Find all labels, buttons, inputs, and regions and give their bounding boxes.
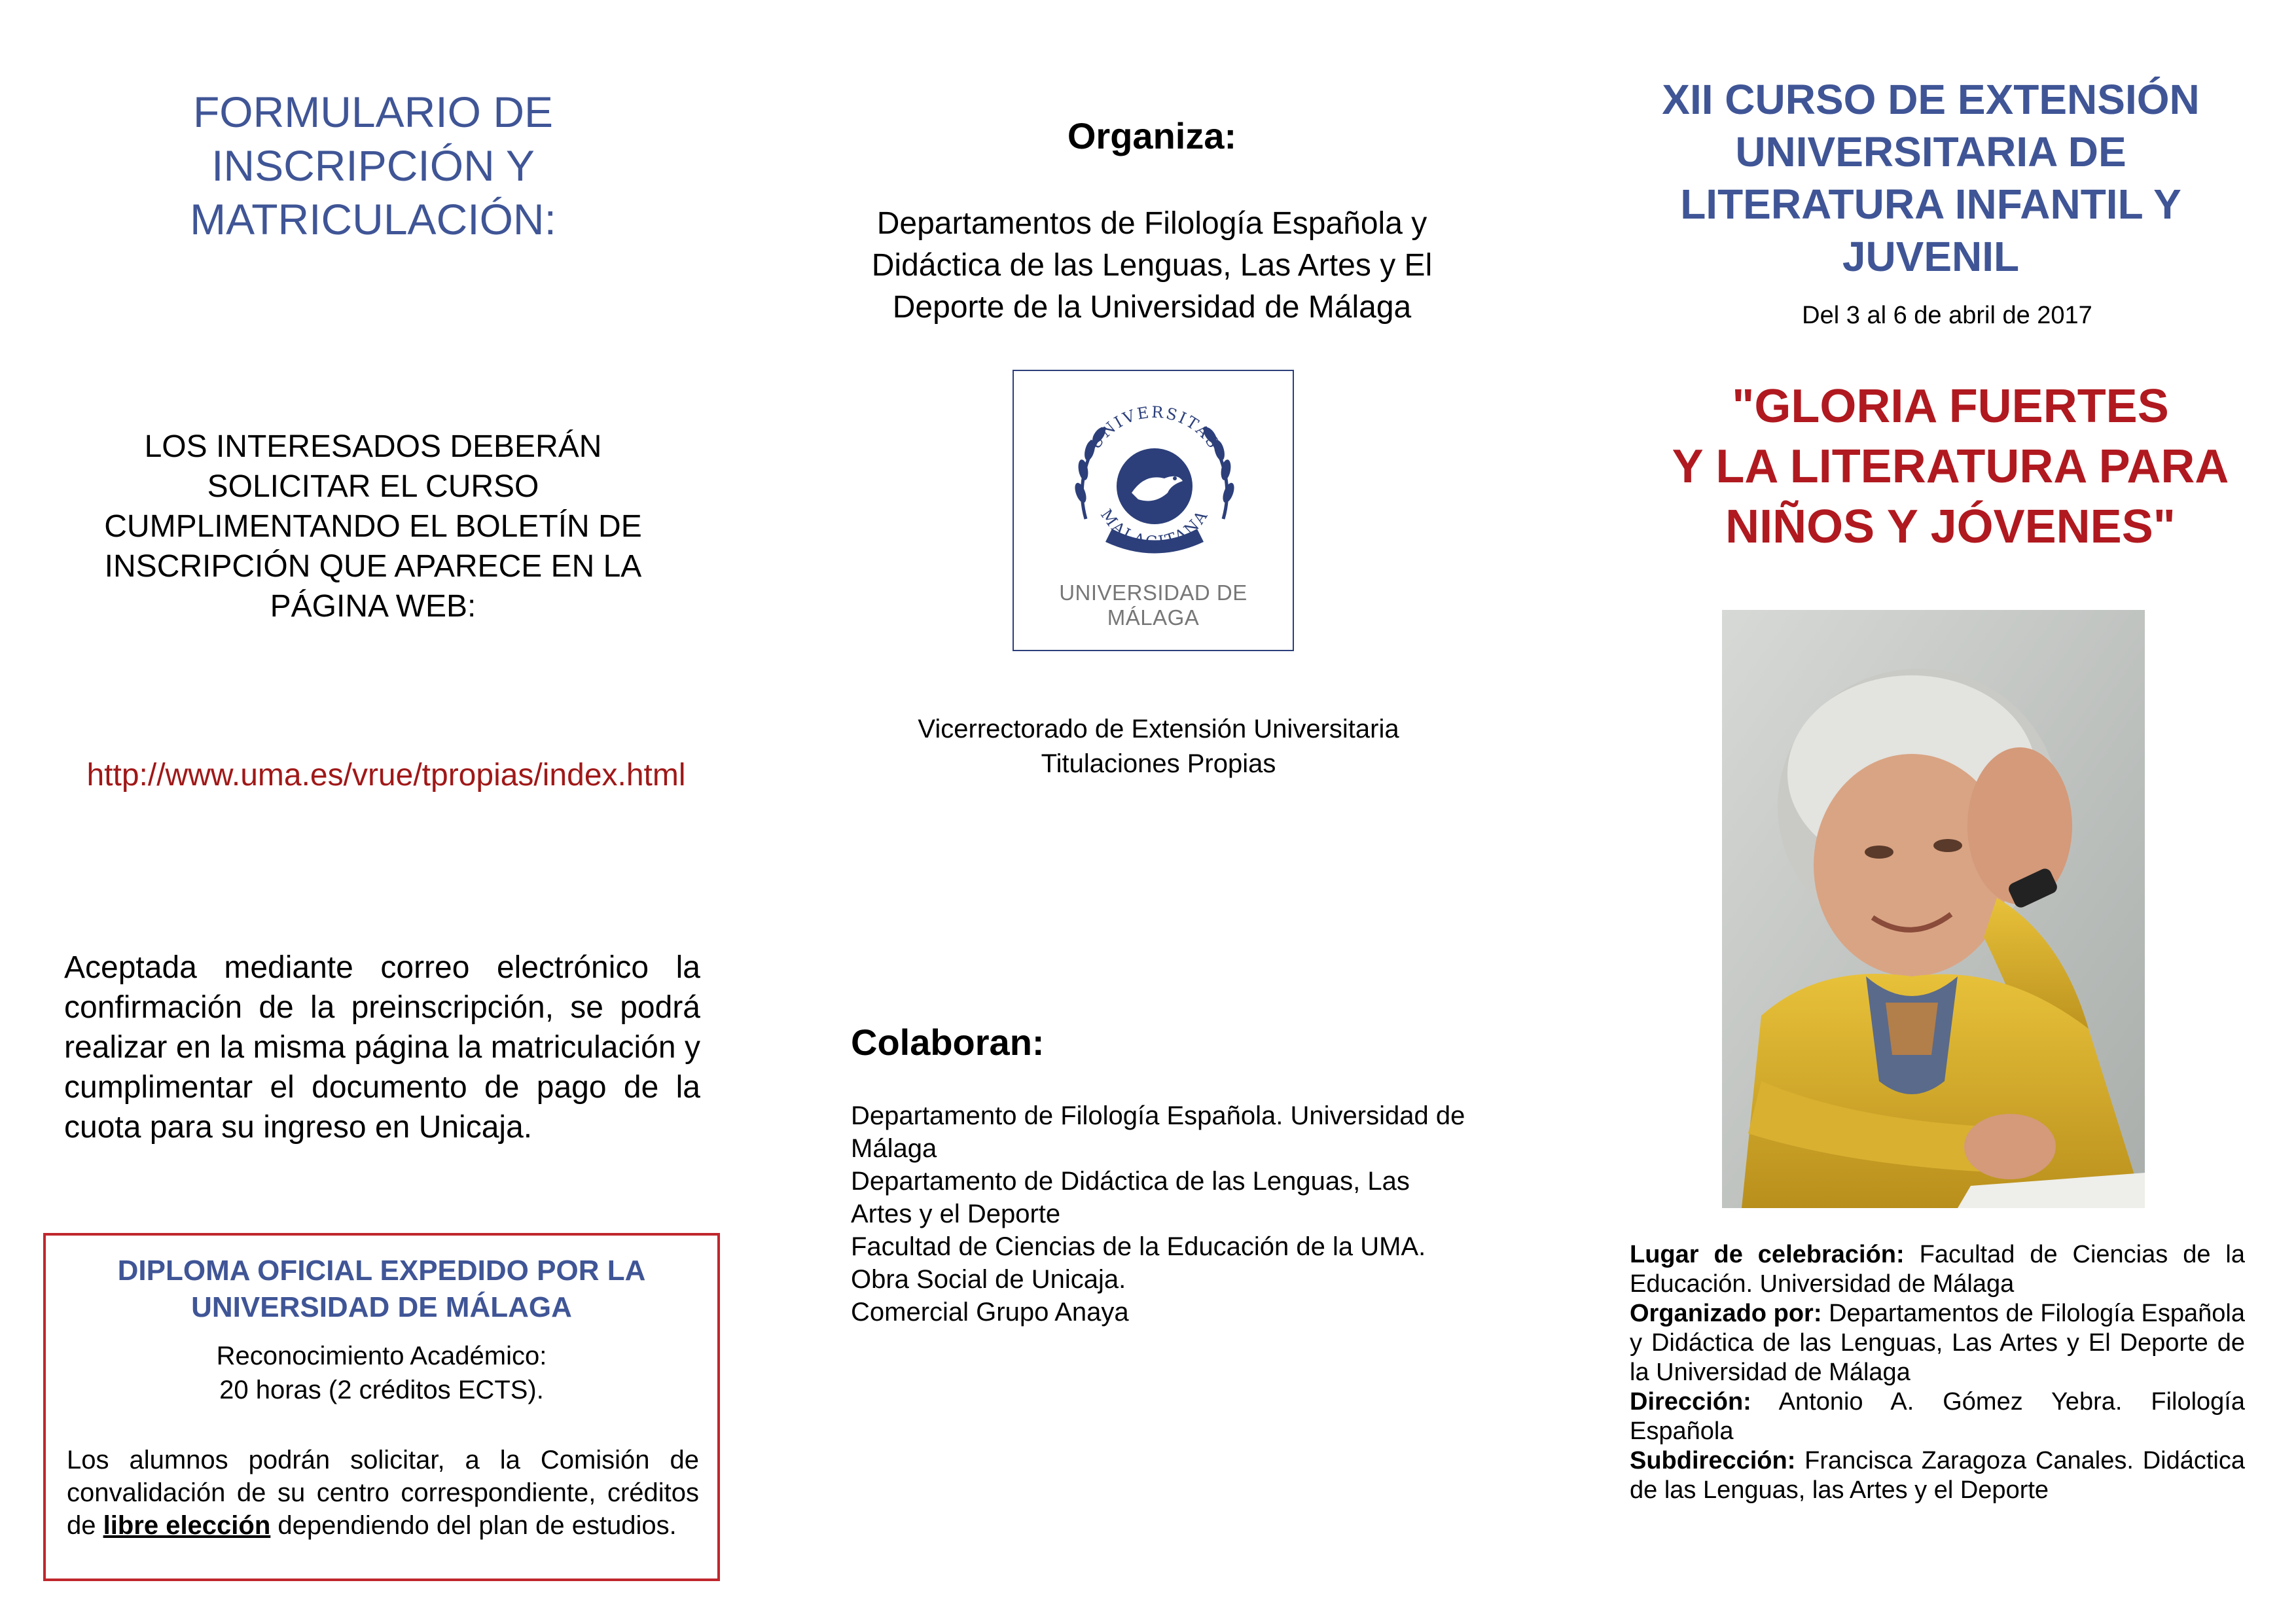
- academic-recognition-hours: 20 horas (2 créditos ECTS).: [219, 1376, 544, 1404]
- university-logo: [1013, 370, 1294, 651]
- list-item: Departamento de Filología Española. Universidad de Málaga: [851, 1101, 1465, 1163]
- colaboran-label: Colaboran:: [851, 1022, 1045, 1063]
- organiza-label: Organiza:: [1067, 115, 1237, 156]
- svg-text:UNIVERSITAS: UNIVERSITAS: [1085, 402, 1224, 454]
- organizado-value: Departamentos de Filología Española y Didáctica de las Lenguas, Las Artes y El Deporte de la Universidad de Málaga: [1630, 1300, 2245, 1386]
- registration-instructions: LOS INTERESADOS DEBERÁN SOLICITAR EL CURSO CUMPLIMENTANDO EL BOLETÍN DE INSCRIPCIÓN QUE APARECE EN LA PÁGINA WEB:: [104, 429, 642, 624]
- course-info: [1630, 1240, 2245, 1505]
- vicerrectorado-line1: Vicerrectorado de Extensión Universitaria: [918, 715, 1399, 743]
- direccion-row: [1630, 1387, 2245, 1446]
- lugar-label: Lugar de celebración:: [1630, 1241, 1905, 1268]
- theme-line-2: Y LA LITERATURA PARA: [1672, 440, 2229, 493]
- direccion-label: Dirección:: [1630, 1388, 1751, 1416]
- enrollment-text: Aceptada mediante correo electrónico la confirmación de la preinscripción, se podrá realizar en la misma página la matriculación y cumplimentar el documento de pago de la cuota para su ingreso en Unicaja.: [64, 950, 700, 1145]
- course-theme-title: [1604, 376, 2296, 557]
- list-item: Departamento de Didáctica de las Lenguas, Las Artes y el Deporte: [851, 1167, 1410, 1228]
- registration-link[interactable]: http://www.uma.es/vrue/tpropias/index.html: [86, 758, 686, 793]
- logo-caption: UNIVERSIDAD DE MÁLAGA: [1059, 580, 1247, 630]
- lugar-row: [1630, 1240, 2245, 1299]
- lugar-value: Facultad de Ciencias de la Educación. Universidad de Málaga: [1630, 1241, 2245, 1298]
- svg-text:MALACITANA: MALACITANA: [1096, 505, 1212, 552]
- university-seal-icon: [1066, 395, 1243, 571]
- libre-eleccion-emphasis: libre elección: [103, 1511, 271, 1540]
- direccion-value: Antonio A. Gómez Yebra. Filología Española: [1630, 1388, 2245, 1445]
- list-item: Obra Social de Unicaja.: [851, 1265, 1126, 1294]
- list-item: Facultad de Ciencias de la Educación de la UMA.: [851, 1232, 1426, 1261]
- subdireccion-row: [1630, 1446, 2245, 1505]
- credits-text-before: Los alumnos podrán solicitar, a la Comisión de convalidación de su centro correspondiente, créditos de: [67, 1446, 699, 1540]
- diploma-box: [43, 1233, 720, 1581]
- organizado-label: Organizado por:: [1630, 1300, 1822, 1327]
- list-item: Comercial Grupo Anaya: [851, 1298, 1129, 1327]
- vicerrectorado: [851, 712, 1466, 781]
- subdireccion-value: Francisca Zaragoza Canales. Didáctica de las Lenguas, las Artes y el Deporte: [1630, 1447, 2245, 1504]
- portrait-photo: [1722, 610, 2145, 1208]
- credits-text: [67, 1444, 699, 1542]
- credits-text-after: dependiendo del plan de estudios.: [270, 1511, 677, 1540]
- diploma-title: DIPLOMA OFICIAL EXPEDIDO POR LA UNIVERSIDAD DE MÁLAGA: [117, 1255, 646, 1323]
- organiza-text: Departamentos de Filología Española y Didáctica de las Lenguas, Las Artes y El Deporte de la Universidad de Málaga: [871, 206, 1433, 325]
- theme-line-3: NIÑOS Y JÓVENES": [1725, 501, 2176, 553]
- subdireccion-label: Subdirección:: [1630, 1447, 1796, 1474]
- theme-line-1: "GLORIA FUERTES: [1732, 380, 2169, 433]
- academic-recognition-label: Reconocimiento Académico:: [216, 1342, 547, 1370]
- form-title: FORMULARIO DE INSCRIPCIÓN Y MATRICULACIÓN:: [190, 88, 556, 243]
- course-title: XII CURSO DE EXTENSIÓN UNIVERSITARIA DE LITERATURA INFANTIL Y JUVENIL: [1662, 76, 2200, 280]
- colaboran-list: [851, 1099, 1466, 1329]
- organizado-row: [1630, 1299, 2245, 1387]
- academic-recognition: [65, 1339, 698, 1407]
- portrait-image: [1722, 610, 2145, 1208]
- vicerrectorado-line2: Titulaciones Propias: [1041, 749, 1276, 778]
- course-dates: Del 3 al 6 de abril de 2017: [1802, 302, 2092, 329]
